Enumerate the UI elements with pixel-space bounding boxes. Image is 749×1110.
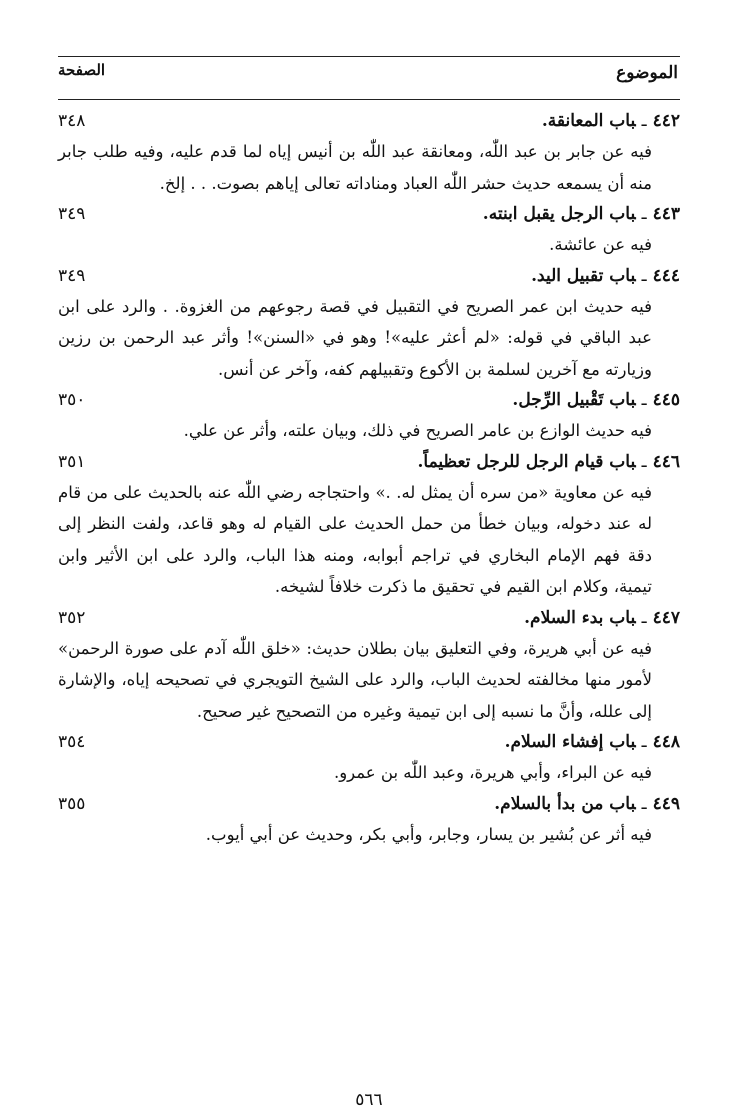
entry-number: ٤٤٣	[652, 204, 680, 224]
page-column-label: الصفحة	[58, 61, 106, 79]
entry-description: فيه عن معاوية «من سره أن يمثل له. .» واحتجاجه رضي اللّٰه عنه بالحديث على من قام له عند دخوله، وبيان خطأ من حمل الحديث على القيام له وهو قاعد، ولفت النظر إلى دقة فهم الإمام البخاري في تراجم أبوابه، ومنه هذا الباب، والرد على ابن الأثير وابن تيمية، وكلام ابن القيم في تحقيق ما ذكرت خلافاً لشيخه.	[58, 482, 652, 596]
entry-page-number: ٣٥٠	[58, 390, 86, 410]
entry-heading: ٤٤٦ـباب قيام الرجل للرجل تعظيماً. ٣٥١	[58, 447, 680, 477]
entry-title: باب إفشاء السلام.	[504, 732, 636, 752]
entry-title: باب من بدأ بالسلام.	[494, 793, 636, 814]
index-entries	[58, 106, 680, 850]
index-entry	[58, 447, 680, 603]
entry-description: فيه أثر عن بُشير بن يسار، وجابر، وأبي بكر، وحديث عن أبي أيوب.	[205, 824, 652, 844]
entry-description: فيه عن أبي هريرة، وفي التعليق بيان بطلان حديث: «خلق اللّٰه آدم على صورة الرحمن» لأمور منها مخالفته لحديث الباب، والرد على الشيخ التويجري في تصحيحه إياه، والإشارة إلى علله، وأنَّ ما نسبه إلى ابن تيمية وغيره من التصحيح غير صحيح.	[58, 638, 652, 721]
entry-number: ٤٤٢	[652, 111, 680, 131]
index-entry	[58, 789, 680, 851]
index-entry	[58, 261, 680, 386]
entry-title: باب الرجل يقبل ابنته.	[482, 204, 636, 224]
entry-heading: ٤٤٩ـباب من بدأ بالسلام. ٣٥٥	[58, 789, 680, 819]
entry-page-number: ٣٥٢	[58, 607, 86, 628]
entry-heading: ٤٤٧ـباب بدء السلام. ٣٥٢	[58, 603, 680, 633]
page-footer-number: ٥٦٦	[355, 1090, 383, 1110]
entry-title: باب تَقْبيل الرِّجل.	[512, 390, 636, 410]
index-entry	[58, 199, 680, 261]
entry-page-number: ٣٤٨	[58, 111, 86, 131]
entry-description: فيه عن البراء، وأبي هريرة، وعبد اللّٰه بن عمرو.	[333, 763, 652, 782]
entry-number: ٤٤٥	[652, 390, 680, 410]
entry-description: فيه حديث ابن عمر الصريح في التقبيل في قصة رجوعهم من الغزوة. . والرد على ابن عبد الباقي في قوله: «لم أعثر عليه»! وهو في «السنن»! وأثر عبد الرحمن بن رزين وزيارته مع آخرين لسلمة بن الأكوع وتقبيلهم كفه، وآخر عن أنس.	[58, 296, 652, 379]
index-entry	[58, 385, 680, 447]
entry-number: ٤٤٨	[652, 732, 680, 752]
index-entry	[58, 727, 680, 789]
topic-column-label: الموضوع	[616, 63, 678, 83]
entry-description: فيه عن جابر بن عبد اللّٰه، ومعانقة عبد اللّٰه بن أنيس إياه لما قدم عليه، وفيه طلب جابر منه أن يسمعه حديث حشر اللّٰه العباد ومناداته تعالى إياهم بصوت. . . إلخ.	[58, 142, 652, 193]
entry-number: ٤٤٧	[652, 607, 680, 628]
index-page	[58, 50, 680, 1110]
entry-heading: ٤٤٤ـباب تقبيل اليد. ٣٤٩	[58, 261, 680, 291]
entry-number: ٤٤٤	[652, 265, 680, 286]
entry-title: باب المعانقة.	[541, 111, 636, 131]
entry-description: فيه عن عائشة.	[549, 235, 652, 254]
entry-page-number: ٣٤٩	[58, 265, 86, 286]
entry-number: ٤٤٦	[652, 451, 680, 472]
entry-title: باب بدء السلام.	[524, 607, 636, 628]
entry-page-number: ٣٤٩	[58, 204, 86, 224]
entry-heading: ٤٤٣ـباب الرجل يقبل ابنته. ٣٤٩	[58, 199, 680, 229]
entry-page-number: ٣٥٥	[58, 793, 86, 814]
entry-title: باب تقبيل اليد.	[531, 265, 636, 286]
entry-description: فيه حديث الوازع بن عامر الصريح في ذلك، وبيان علته، وأثر عن علي.	[183, 421, 652, 440]
entry-page-number: ٣٥١	[58, 451, 86, 472]
entry-page-number: ٣٥٤	[58, 732, 86, 752]
table-header	[58, 56, 680, 100]
entry-title: باب قيام الرجل للرجل تعظيماً.	[417, 451, 636, 472]
index-entry	[58, 106, 680, 199]
entry-heading: ٤٤٨ـباب إفشاء السلام. ٣٥٤	[58, 727, 680, 757]
index-entry	[58, 603, 680, 728]
entry-number: ٤٤٩	[652, 793, 680, 814]
entry-heading: ٤٤٥ـباب تَقْبيل الرِّجل. ٣٥٠	[58, 385, 680, 415]
entry-heading: ٤٤٢ـباب المعانقة. ٣٤٨	[58, 106, 680, 136]
